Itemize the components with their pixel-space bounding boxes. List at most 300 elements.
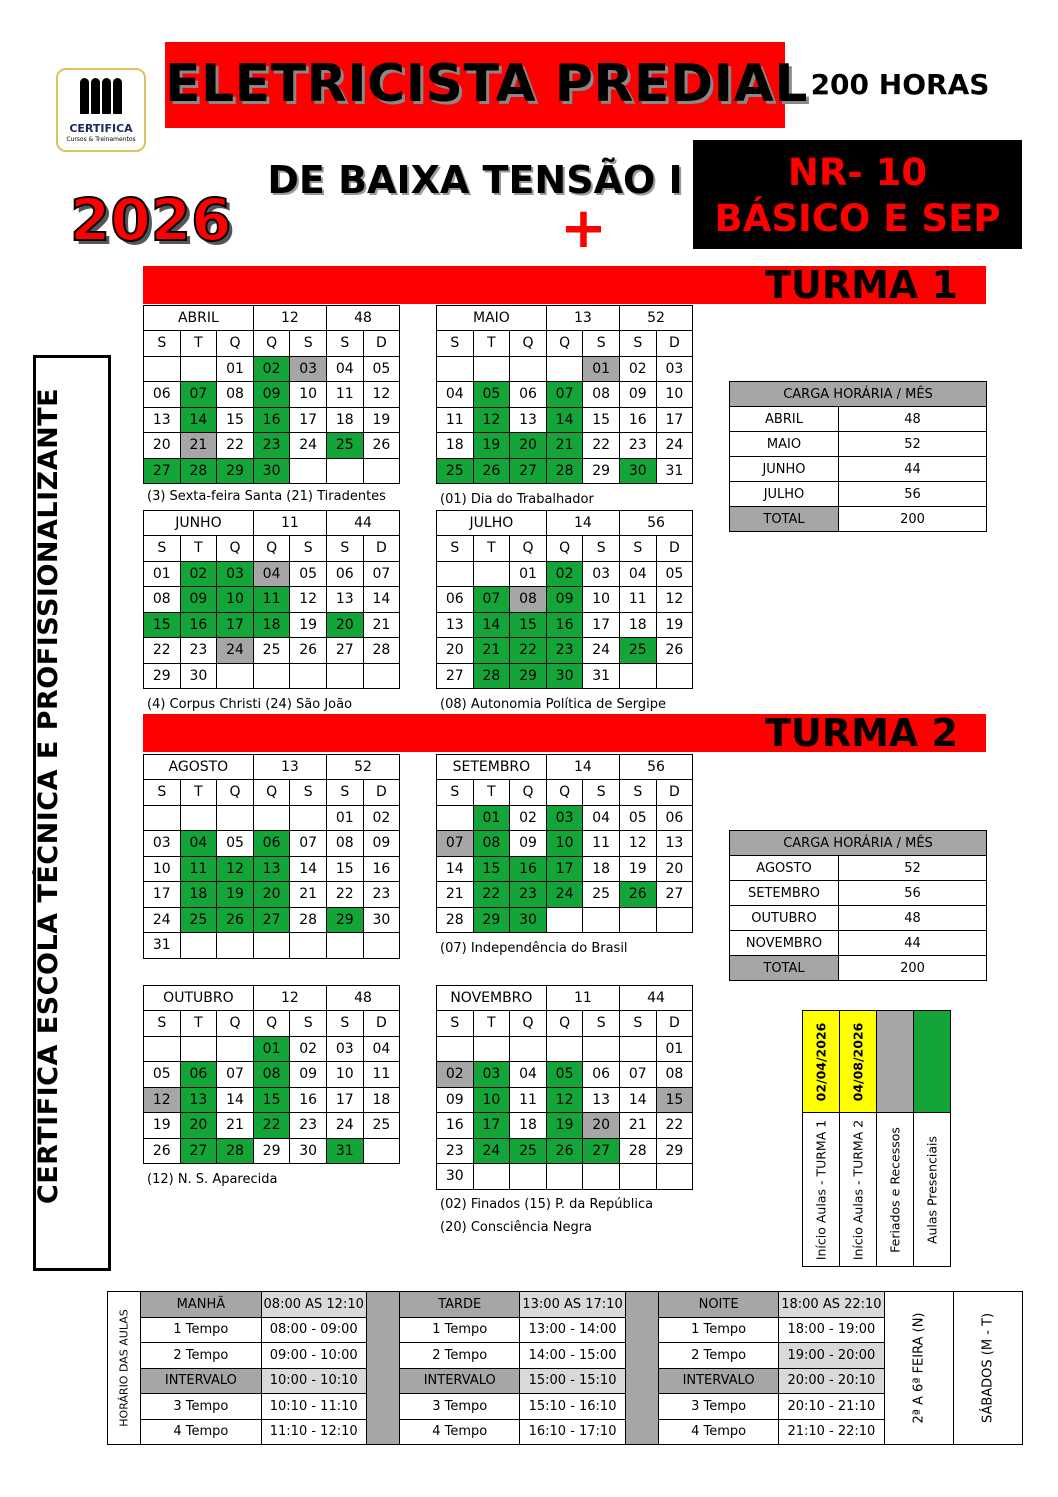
calendar-day: 22 xyxy=(656,1113,693,1139)
workload-table-turma2 xyxy=(729,830,987,981)
weekday-header: S xyxy=(437,1011,474,1037)
schedule-period: NOITE xyxy=(658,1292,778,1318)
calendar-day: 13 xyxy=(510,407,547,433)
calendar-empty-cell xyxy=(217,663,254,689)
calendar-day: 03 xyxy=(217,561,254,587)
calendar-day: 13 xyxy=(656,831,693,857)
calendar-day: 07 xyxy=(363,561,400,587)
calendar-day: 08 xyxy=(144,587,181,613)
calendar-day: 04 xyxy=(583,805,620,831)
workload-cell: JUNHO xyxy=(730,457,839,482)
schedule-time: 09:00 - 10:00 xyxy=(261,1343,366,1369)
workload-cell: 44 xyxy=(839,457,987,482)
holiday-note: (02) Finados (15) P. da República xyxy=(440,1197,654,1212)
calendar-empty-cell xyxy=(253,933,290,959)
calendar-day: 14 xyxy=(473,612,510,638)
calendar-day: 08 xyxy=(253,1062,290,1088)
weekday-header: Q xyxy=(510,1011,547,1037)
calendar-day: 14 xyxy=(619,1087,656,1113)
calendar-empty-cell xyxy=(437,805,474,831)
calendar-novembro xyxy=(436,985,693,1190)
weekday-header: Q xyxy=(510,331,547,357)
calendar-empty-cell xyxy=(363,663,400,689)
calendar-day: 05 xyxy=(217,831,254,857)
calendar-day: 09 xyxy=(253,382,290,408)
schedule-time: 15:10 - 16:10 xyxy=(520,1394,625,1420)
calendar-day: 10 xyxy=(583,587,620,613)
calendar-day: 17 xyxy=(473,1113,510,1139)
calendar-day: 10 xyxy=(326,1062,363,1088)
month-hours: 48 xyxy=(326,986,399,1011)
calendar-day: 27 xyxy=(326,638,363,664)
calendar-day: 06 xyxy=(437,587,474,613)
calendar-day: 19 xyxy=(619,856,656,882)
calendar-day: 20 xyxy=(326,612,363,638)
month-hours: 48 xyxy=(326,306,399,331)
legend xyxy=(802,1010,951,1267)
weekday-header: D xyxy=(656,331,693,357)
calendar-day: 22 xyxy=(583,433,620,459)
weekday-header: T xyxy=(473,331,510,357)
workload-cell: SETEMBRO xyxy=(730,881,839,906)
weekday-header: T xyxy=(473,780,510,806)
calendar-day: 13 xyxy=(180,1087,217,1113)
calendar-agosto xyxy=(143,754,400,959)
weekday-header: S xyxy=(437,331,474,357)
calendar-day: 09 xyxy=(546,587,583,613)
calendar-day: 22 xyxy=(326,882,363,908)
calendar-day: 09 xyxy=(619,382,656,408)
calendar-day: 24 xyxy=(144,907,181,933)
schedule-time: 10:10 - 11:10 xyxy=(261,1394,366,1420)
calendar-day: 06 xyxy=(656,805,693,831)
calendar-day: 15 xyxy=(217,407,254,433)
calendar-empty-cell xyxy=(290,805,327,831)
calendar-day: 29 xyxy=(656,1138,693,1164)
weekday-header: S xyxy=(583,780,620,806)
calendar-day: 15 xyxy=(583,407,620,433)
calendar-day: 05 xyxy=(619,805,656,831)
workload-cell: 44 xyxy=(839,931,987,956)
calendar-day: 12 xyxy=(619,831,656,857)
calendar-day: 07 xyxy=(473,587,510,613)
workload-cell: 52 xyxy=(839,856,987,881)
weekday-header: S xyxy=(437,536,474,562)
schedule-time: 08:00 - 09:00 xyxy=(261,1317,366,1343)
month-days-count: 14 xyxy=(546,755,619,780)
legend-label-holidays: Feriados e Recessos xyxy=(877,1113,914,1267)
calendar-day: 11 xyxy=(326,382,363,408)
calendar-day: 23 xyxy=(363,882,400,908)
calendar-day: 24 xyxy=(583,638,620,664)
month-days-count: 12 xyxy=(253,986,326,1011)
calendar-day: 28 xyxy=(437,907,474,933)
calendar-day: 09 xyxy=(180,587,217,613)
month-name: AGOSTO xyxy=(144,755,254,780)
calendar-day: 19 xyxy=(546,1113,583,1139)
weekday-header: S xyxy=(583,1011,620,1037)
calendar-day: 10 xyxy=(473,1087,510,1113)
schedule-period: 3 Tempo xyxy=(400,1394,520,1420)
calendar-day: 28 xyxy=(180,458,217,484)
calendar-day: 21 xyxy=(546,433,583,459)
calendar-day: 14 xyxy=(546,407,583,433)
schedule-period: 2 Tempo xyxy=(658,1343,778,1369)
calendar-day: 07 xyxy=(619,1062,656,1088)
calendar-day: 26 xyxy=(619,882,656,908)
calendar-day: 24 xyxy=(656,433,693,459)
calendar-day: 26 xyxy=(290,638,327,664)
course-subtitle: DE BAIXA TENSÃO I xyxy=(267,158,683,202)
calendar-day: 17 xyxy=(290,407,327,433)
schedule-side-label: HORÁRIO DAS AULAS xyxy=(108,1292,141,1445)
calendar-day: 18 xyxy=(437,433,474,459)
weekday-header: S xyxy=(144,536,181,562)
calendar-day: 27 xyxy=(583,1138,620,1164)
weekday-header: S xyxy=(290,331,327,357)
calendar-empty-cell xyxy=(437,356,474,382)
calendar-day: 06 xyxy=(510,382,547,408)
calendar-day: 17 xyxy=(546,856,583,882)
calendar-empty-cell xyxy=(546,1164,583,1190)
calendar-day: 11 xyxy=(180,856,217,882)
weekday-header: Q xyxy=(546,331,583,357)
calendar-day: 05 xyxy=(363,356,400,382)
weekday-header: S xyxy=(619,780,656,806)
schedule-time: 11:10 - 12:10 xyxy=(261,1419,366,1445)
calendar-day: 30 xyxy=(510,907,547,933)
schedule-time: 13:00 AS 17:10 xyxy=(520,1292,625,1318)
calendar-empty-cell xyxy=(546,1036,583,1062)
workload-cell: MAIO xyxy=(730,432,839,457)
calendar-empty-cell xyxy=(583,1164,620,1190)
workload-cell: 52 xyxy=(839,432,987,457)
calendar-day: 16 xyxy=(510,856,547,882)
calendar-day: 31 xyxy=(144,933,181,959)
weekday-header: S xyxy=(619,536,656,562)
calendar-day: 18 xyxy=(619,612,656,638)
calendar-day: 21 xyxy=(217,1113,254,1139)
calendar-day: 15 xyxy=(326,856,363,882)
calendar-day: 08 xyxy=(583,382,620,408)
weekday-header: S xyxy=(290,536,327,562)
weekday-header: Q xyxy=(253,536,290,562)
holiday-note: (4) Corpus Christi (24) São João xyxy=(147,697,353,712)
weekday-header: S xyxy=(326,536,363,562)
calendar-day: 25 xyxy=(619,638,656,664)
calendar-day: 27 xyxy=(510,458,547,484)
calendar-day: 16 xyxy=(363,856,400,882)
calendar-day: 31 xyxy=(656,458,693,484)
calendar-day: 31 xyxy=(326,1138,363,1164)
calendar-day: 26 xyxy=(473,458,510,484)
schedule-time: 15:00 - 15:10 xyxy=(520,1368,625,1394)
calendar-day: 29 xyxy=(144,663,181,689)
legend-label-turma1: Início Aulas - TURMA 1 xyxy=(803,1113,840,1267)
month-days-count: 11 xyxy=(253,511,326,536)
schedule-spacer xyxy=(625,1292,658,1445)
schedule-period: 3 Tempo xyxy=(141,1394,261,1420)
weekday-header: D xyxy=(656,536,693,562)
calendar-empty-cell xyxy=(619,907,656,933)
calendar-day: 12 xyxy=(546,1087,583,1113)
schedule-saturdays: SÁBADOS (M - T) xyxy=(953,1292,1022,1445)
weekday-header: Q xyxy=(253,1011,290,1037)
calendar-day: 13 xyxy=(583,1087,620,1113)
calendar-day: 12 xyxy=(363,382,400,408)
calendar-day: 21 xyxy=(437,882,474,908)
calendar-empty-cell xyxy=(619,1164,656,1190)
calendar-day: 26 xyxy=(546,1138,583,1164)
weekday-header: Q xyxy=(546,536,583,562)
schedule-time: 16:10 - 17:10 xyxy=(520,1419,625,1445)
calendar-day: 19 xyxy=(473,433,510,459)
weekday-header: D xyxy=(656,1011,693,1037)
calendar-day: 07 xyxy=(546,382,583,408)
certifica-logo xyxy=(56,68,146,152)
calendar-day: 21 xyxy=(363,612,400,638)
calendar-day: 05 xyxy=(144,1062,181,1088)
calendar-day: 27 xyxy=(144,458,181,484)
workload-cell: 56 xyxy=(839,881,987,906)
calendar-empty-cell xyxy=(144,1036,181,1062)
legend-swatch-classes xyxy=(914,1011,951,1113)
calendar-julho xyxy=(436,510,693,689)
weekday-header: D xyxy=(363,536,400,562)
month-name: OUTUBRO xyxy=(144,986,254,1011)
calendar-day: 18 xyxy=(363,1087,400,1113)
schedule-period: INTERVALO xyxy=(658,1368,778,1394)
workload-table-turma1 xyxy=(729,381,987,532)
calendar-empty-cell xyxy=(326,663,363,689)
weekday-header: T xyxy=(473,1011,510,1037)
calendar-day: 25 xyxy=(583,882,620,908)
calendar-day: 21 xyxy=(473,638,510,664)
weekday-header: S xyxy=(583,536,620,562)
calendar-day: 24 xyxy=(290,433,327,459)
nr10-line2: BÁSICO E SEP xyxy=(714,197,1001,240)
calendar-day: 04 xyxy=(510,1062,547,1088)
calendar-day: 03 xyxy=(546,805,583,831)
calendar-day: 08 xyxy=(217,382,254,408)
calendar-day: 01 xyxy=(144,561,181,587)
calendar-day: 13 xyxy=(253,856,290,882)
calendar-day: 30 xyxy=(180,663,217,689)
weekday-header: Q xyxy=(217,780,254,806)
schedule-time: 21:10 - 22:10 xyxy=(779,1419,884,1445)
calendar-day: 02 xyxy=(363,805,400,831)
calendar-day: 01 xyxy=(656,1036,693,1062)
calendar-empty-cell xyxy=(290,458,327,484)
month-hours: 52 xyxy=(619,306,692,331)
month-hours: 56 xyxy=(619,755,692,780)
calendar-day: 03 xyxy=(326,1036,363,1062)
calendar-day: 15 xyxy=(144,612,181,638)
calendar-day: 11 xyxy=(510,1087,547,1113)
legend-date-turma1: 02/04/2026 xyxy=(813,1022,829,1101)
calendar-day: 12 xyxy=(144,1087,181,1113)
schedule-period: 1 Tempo xyxy=(141,1317,261,1343)
calendar-day: 10 xyxy=(546,831,583,857)
weekday-header: S xyxy=(144,1011,181,1037)
calendar-day: 14 xyxy=(437,856,474,882)
calendar-empty-cell xyxy=(217,805,254,831)
calendar-day: 12 xyxy=(473,407,510,433)
schedule-period: 2 Tempo xyxy=(400,1343,520,1369)
workload-cell: NOVEMBRO xyxy=(730,931,839,956)
schedule-period: 1 Tempo xyxy=(658,1317,778,1343)
calendar-day: 13 xyxy=(437,612,474,638)
schedule-time: 13:00 - 14:00 xyxy=(520,1317,625,1343)
weekday-header: Q xyxy=(253,780,290,806)
schedule-period: 4 Tempo xyxy=(658,1419,778,1445)
calendar-day: 08 xyxy=(656,1062,693,1088)
weekday-header: D xyxy=(363,780,400,806)
weekday-header: S xyxy=(144,780,181,806)
month-name: NOVEMBRO xyxy=(437,986,547,1011)
calendar-setembro xyxy=(436,754,693,933)
calendar-day: 21 xyxy=(180,433,217,459)
calendar-day: 22 xyxy=(473,882,510,908)
calendar-day: 09 xyxy=(510,831,547,857)
calendar-day: 26 xyxy=(656,638,693,664)
weekday-header: T xyxy=(180,780,217,806)
calendar-empty-cell xyxy=(546,356,583,382)
calendar-day: 20 xyxy=(583,1113,620,1139)
calendar-day: 17 xyxy=(583,612,620,638)
month-hours: 44 xyxy=(326,511,399,536)
calendar-day: 24 xyxy=(546,882,583,908)
calendar-day: 22 xyxy=(217,433,254,459)
calendar-empty-cell xyxy=(326,458,363,484)
calendar-day: 01 xyxy=(217,356,254,382)
workload-cell: OUTUBRO xyxy=(730,906,839,931)
calendar-day: 03 xyxy=(656,356,693,382)
calendar-day: 16 xyxy=(437,1113,474,1139)
calendar-day: 03 xyxy=(583,561,620,587)
holiday-note: (08) Autonomia Política de Sergipe xyxy=(440,697,666,712)
schedule-time: 08:00 AS 12:10 xyxy=(261,1292,366,1318)
calendar-day: 10 xyxy=(217,587,254,613)
calendar-empty-cell xyxy=(180,1036,217,1062)
workload-cell: JULHO xyxy=(730,482,839,507)
calendar-day: 16 xyxy=(180,612,217,638)
calendar-day: 13 xyxy=(326,587,363,613)
calendar-empty-cell xyxy=(510,1164,547,1190)
calendar-empty-cell xyxy=(217,933,254,959)
workload-cell: TOTAL xyxy=(730,956,839,981)
weekday-header: Q xyxy=(217,331,254,357)
calendar-day: 16 xyxy=(619,407,656,433)
weekday-header: T xyxy=(473,536,510,562)
calendar-empty-cell xyxy=(437,561,474,587)
calendar-day: 14 xyxy=(217,1087,254,1113)
calendar-day: 24 xyxy=(473,1138,510,1164)
calendar-day: 19 xyxy=(290,612,327,638)
calendar-empty-cell xyxy=(180,356,217,382)
weekday-header: D xyxy=(363,331,400,357)
calendar-empty-cell xyxy=(363,933,400,959)
calendar-empty-cell xyxy=(363,1138,400,1164)
legend-swatch-turma2 xyxy=(840,1011,877,1113)
turma2-banner xyxy=(143,711,986,755)
calendar-day: 27 xyxy=(656,882,693,908)
calendar-day: 23 xyxy=(619,433,656,459)
calendar-outubro xyxy=(143,985,400,1164)
month-name: JUNHO xyxy=(144,511,254,536)
calendar-empty-cell xyxy=(217,1036,254,1062)
calendar-day: 29 xyxy=(473,907,510,933)
calendar-day: 29 xyxy=(253,1138,290,1164)
weekday-header: S xyxy=(326,780,363,806)
calendar-day: 26 xyxy=(363,433,400,459)
calendar-maio xyxy=(436,305,693,484)
calendar-day: 30 xyxy=(253,458,290,484)
calendar-day: 23 xyxy=(510,882,547,908)
calendar-day: 18 xyxy=(180,882,217,908)
workload-cell: AGOSTO xyxy=(730,856,839,881)
calendar-day: 11 xyxy=(363,1062,400,1088)
calendar-empty-cell xyxy=(144,805,181,831)
calendar-day: 04 xyxy=(326,356,363,382)
calendar-day: 18 xyxy=(583,856,620,882)
workload-cell: 200 xyxy=(839,507,987,532)
weekday-header: T xyxy=(180,331,217,357)
calendar-day: 25 xyxy=(180,907,217,933)
calendar-day: 28 xyxy=(217,1138,254,1164)
school-name-vertical: CERTIFICA ESCOLA TÉCNICA E PROFISSIONALIZANTE xyxy=(33,387,64,1205)
legend-label-turma2: Início Aulas - TURMA 2 xyxy=(840,1113,877,1267)
workload-cell: CARGA HORÁRIA / MÊS xyxy=(730,831,987,856)
calendar-abril xyxy=(143,305,400,484)
holiday-note: (12) N. S. Aparecida xyxy=(147,1172,278,1187)
calendar-day: 01 xyxy=(253,1036,290,1062)
calendar-day: 27 xyxy=(437,663,474,689)
calendar-day: 04 xyxy=(180,831,217,857)
calendar-day: 08 xyxy=(510,587,547,613)
month-name: JULHO xyxy=(437,511,547,536)
calendar-day: 24 xyxy=(326,1113,363,1139)
calendar-empty-cell xyxy=(144,356,181,382)
calendar-day: 26 xyxy=(144,1138,181,1164)
course-hours: 200 HORAS xyxy=(810,68,990,101)
schedule-period: 4 Tempo xyxy=(400,1419,520,1445)
calendar-day: 05 xyxy=(473,382,510,408)
calendar-day: 07 xyxy=(437,831,474,857)
calendar-day: 10 xyxy=(144,856,181,882)
calendar-empty-cell xyxy=(583,1036,620,1062)
schedule-weekdays: 2ª A 6ª FEIRA (N) xyxy=(884,1292,953,1445)
weekday-header: D xyxy=(656,780,693,806)
calendar-empty-cell xyxy=(290,933,327,959)
calendar-day: 09 xyxy=(363,831,400,857)
calendar-day: 18 xyxy=(253,612,290,638)
calendar-day: 14 xyxy=(290,856,327,882)
weekday-header: S xyxy=(326,331,363,357)
nr10-line1: NR- 10 xyxy=(787,151,928,194)
calendar-empty-cell xyxy=(326,933,363,959)
workload-cell: 48 xyxy=(839,906,987,931)
month-hours: 56 xyxy=(619,511,692,536)
calendar-day: 25 xyxy=(253,638,290,664)
calendar-day: 15 xyxy=(510,612,547,638)
calendar-day: 03 xyxy=(290,356,327,382)
calendar-day: 23 xyxy=(180,638,217,664)
schedule-period: 3 Tempo xyxy=(658,1394,778,1420)
calendar-day: 09 xyxy=(290,1062,327,1088)
calendar-day: 17 xyxy=(144,882,181,908)
calendar-day: 01 xyxy=(510,561,547,587)
